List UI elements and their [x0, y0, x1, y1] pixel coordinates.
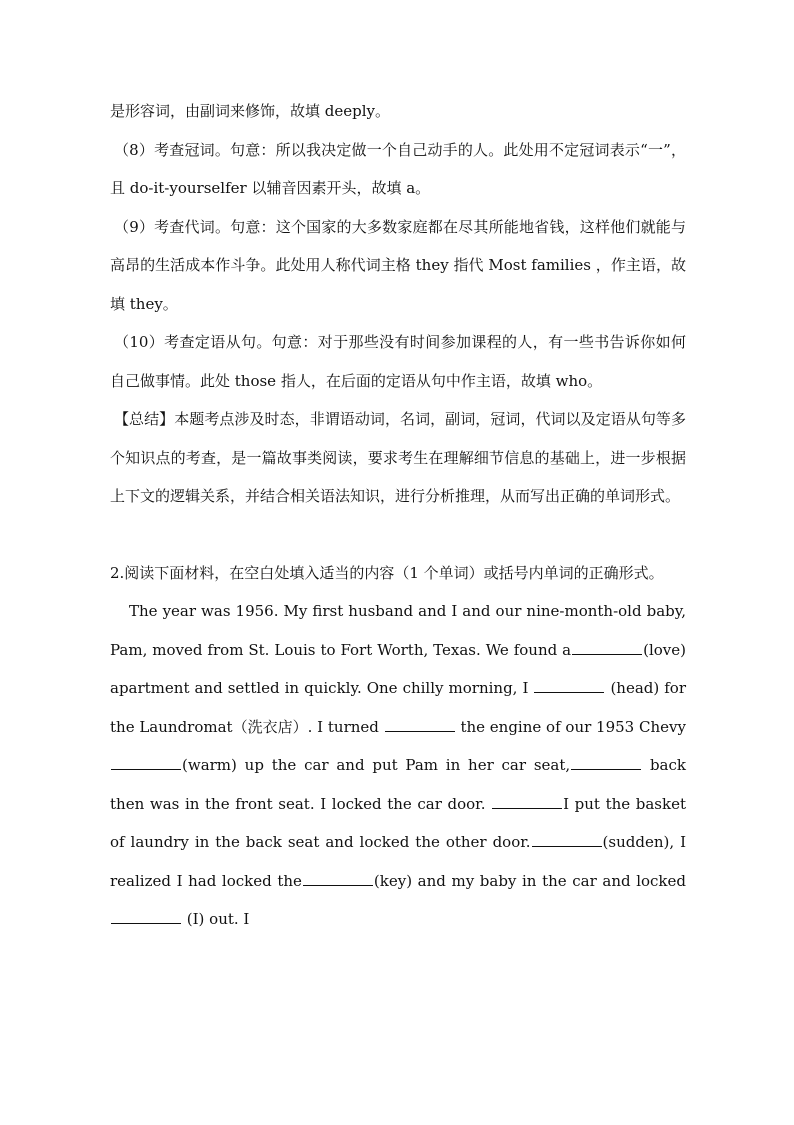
answer-blank-7[interactable]	[532, 845, 602, 847]
section-gap	[110, 516, 686, 554]
solution-summary: 【总结】本题考点涉及时态，非谓语动词，名词，副词，冠词，代词以及定语从句等多个知识点的考查，是一篇故事类阅读，要求考生在理解细节信息的基础上，进一步根据上下文的逻辑关系，并结合相关语法知识，进行分析推理，从而写出正确的单词形式。	[110, 410, 686, 505]
passage-text: back then was in the front seat. I locked the car door.	[110, 756, 686, 813]
solution-item-8: （8）考查冠词。句意：所以我决定做一个自己动手的人。此处用不定冠词表示“一”，且 do-it-yourselfer 以辅音因素开头，故填 a。	[110, 140, 686, 197]
passage-text: (I) out. I	[186, 910, 250, 928]
solution-line-7-end: 是形容词，由副词来修饰，故填 deeply。	[110, 102, 390, 120]
passage-text: The year was 1956. My first husband and I and our nine-month-old baby, Pam, moved from St. Louis to Fort Worth, Texas. We found a	[110, 602, 686, 659]
passage-text: the engine of our 1953 Chevy	[460, 717, 686, 736]
passage-text: (sudden), I realized I had locked the	[110, 833, 687, 890]
answer-blank-9[interactable]	[111, 922, 181, 924]
passage-text: (warm) up the car and put Pam in her car seat,	[182, 756, 571, 774]
answer-blank-3[interactable]	[385, 730, 455, 732]
answer-blank-6[interactable]	[492, 807, 562, 809]
answer-blank-1[interactable]	[572, 653, 642, 655]
question-passage	[110, 592, 686, 939]
passage-text: I put the basket of laundry in the back seat and locked the other door.	[110, 794, 686, 851]
question-instruction: 2.阅读下面材料，在空白处填入适当的内容（1 个单词）或括号内单词的正确形式。	[110, 563, 664, 582]
passage-text: (head) for the Laundromat（洗衣店）. I turned	[110, 679, 687, 736]
answer-blank-5[interactable]	[571, 768, 641, 770]
document-page	[110, 92, 686, 939]
solution-item-9: （9）考查代词。句意：这个国家的大多数家庭都在尽其所能地省钱，这样他们就能与高昂的生活成本作斗争。此处用人称代词主格 they 指代 Most families ，作主语，故填 they。	[110, 217, 686, 313]
answer-blank-8[interactable]	[303, 884, 373, 886]
answer-blank-2[interactable]	[534, 691, 604, 693]
passage-text: (love) apartment and settled in quickly. One chilly morning, I	[110, 640, 686, 697]
answer-blank-4[interactable]	[111, 768, 181, 770]
passage-text: (key) and my baby in the car and locked	[373, 871, 686, 890]
solution-item-10: （10）考查定语从句。句意：对于那些没有时间参加课程的人，有一些书告诉你如何自己做事情。此处 those 指人，在后面的定语从句中作主语，故填 who。	[110, 333, 686, 390]
